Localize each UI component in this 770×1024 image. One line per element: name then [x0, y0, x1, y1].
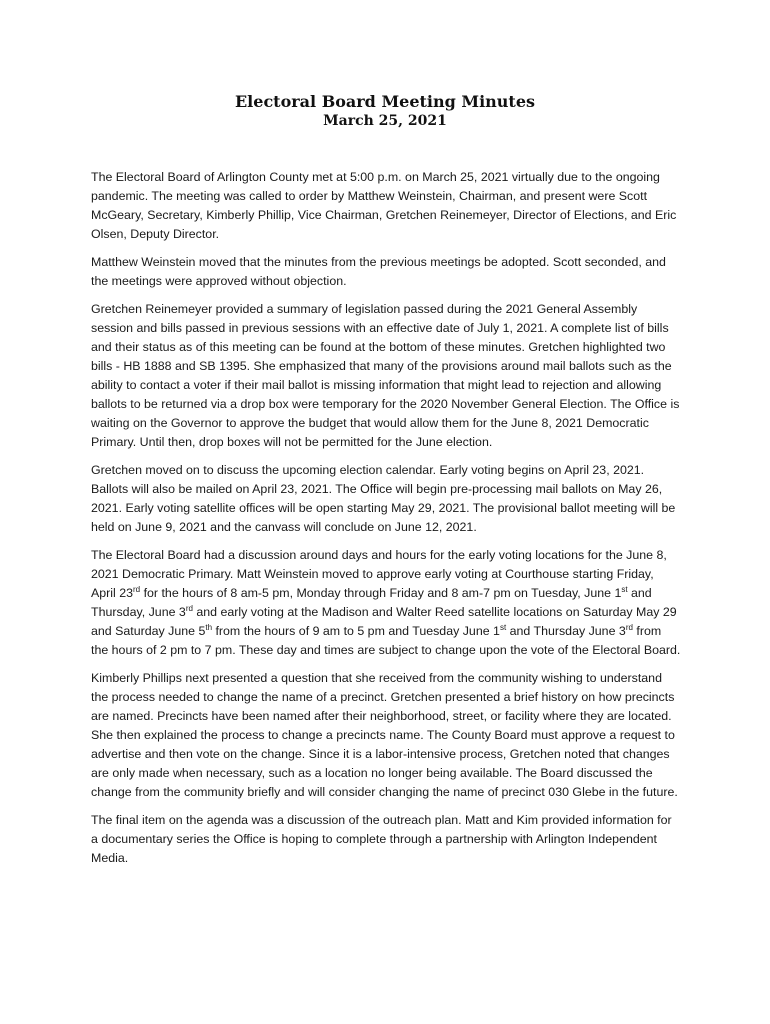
document-header [0, 92, 770, 130]
text-segment: from the hours of 9 am to 5 pm and Tuesday June 1 [212, 624, 500, 638]
paragraph-early-voting-hours [91, 546, 681, 660]
text-segment: and Thursday, June 3 [91, 586, 652, 619]
ordinal-suffix: rd [625, 623, 633, 632]
paragraph-legislation-summary: Gretchen Reinemeyer provided a summary of legislation passed during the 2021 General Assembly session and bills passed in previous sessions with an effective date of July 1, 2021. A complete list of bills and their status as of this meeting can be found at the bottom of these minutes. Gretchen highlighted two bills - HB 1888 and SB 1395. She emphasized that many of the provisions around mail ballots such as the ability to contact a voter if their mail ballot is missing information that might lead to rejection and allowing ballots to be returned via a drop box were temporary for the 2020 November General Election. The Office is waiting on the Governor to approve the budget that would allow them for the June 8, 2021 Democratic Primary. Until then, drop boxes will not be permitted for the June election. [91, 302, 680, 449]
ordinal-suffix: st [499, 623, 507, 632]
paragraph-precinct-naming: Kimberly Phillips next presented a question that she received from the community wishing to understand the process needed to change the name of a precinct. Gretchen presented a brief history on how precincts are named. Precincts have been named after their neighborhood, street, or facility where they are located. She then explained the process to change a precincts name. The County Board must approve a request to advertise and then vote on the change. Since it is a labor-intensive process, Gretchen noted that changes are only made when necessary, such as a location no longer being available. The Board discussed the change from the community briefly and will consider changing the name of precinct 030 Glebe in the future. [91, 671, 678, 799]
ordinal-suffix: rd [185, 604, 193, 613]
paragraph-minutes-adopted: Matthew Weinstein moved that the minutes from the previous meetings be adopted. Scott seconded, and the meetings were approved without objection. [91, 255, 666, 288]
ordinal-suffix: st [621, 585, 628, 594]
ordinal-suffix: rd [133, 585, 141, 594]
text-segment: and Thursday June 3 [506, 624, 626, 638]
text-segment: The Electoral Board had a discussion around days and hours for the early voting locations for the June 8, 2021 Democratic Primary. Matt Weinstein moved to approve early voting at Courthouse starting Friday, April 23 [91, 548, 667, 600]
document-date: March 25, 2021 [323, 113, 447, 129]
paragraph-outreach-plan: The final item on the agenda was a discussion of the outreach plan. Matt and Kim provided information for a documentary series the Office is hoping to complete through a partnership with Arlington Independent Media. [91, 813, 672, 865]
paragraph-election-calendar: Gretchen moved on to discuss the upcoming election calendar. Early voting begins on April 23, 2021. Ballots will also be mailed on April 23, 2021. The Office will begin pre-processing mail ballots on May 26, 2021. Early voting satellite offices will be open starting May 29, 2021. The provisional ballot meeting will be held on June 9, 2021 and the canvass will conclude on June 12, 2021. [91, 463, 676, 534]
paragraph-meeting-opening: The Electoral Board of Arlington County met at 5:00 p.m. on March 25, 2021 virtually due to the ongoing pandemic. The meeting was called to order by Matthew Weinstein, Chairman, and present were Scott McGeary, Secretary, Kimberly Phillip, Vice Chairman, Gretchen Reinemeyer, Director of Elections, and Eric Olsen, Deputy Director. [91, 170, 677, 241]
text-segment: from the hours of 2 pm to 7 pm. These day and times are subject to change upon the vote of the Electoral Board. [91, 624, 681, 657]
document-title: Electoral Board Meeting Minutes [234, 92, 535, 111]
text-segment: for the hours of 8 am-5 pm, Monday through Friday and 8 am-7 pm on Tuesday, June 1 [140, 586, 622, 600]
document-body [91, 168, 681, 877]
text-segment: and early voting at the Madison and Walter Reed satellite locations on Saturday May 29 and Saturday June 5 [91, 605, 677, 638]
ordinal-suffix: th [205, 623, 213, 632]
